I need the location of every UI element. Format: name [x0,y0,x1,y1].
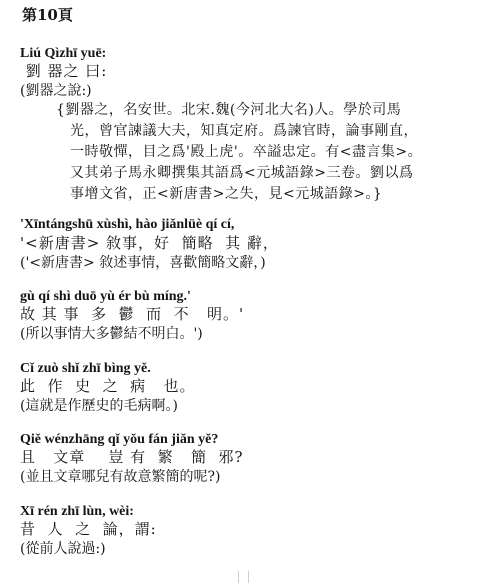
translation-line: (從前人說過:) [20,541,106,557]
pinyin-line: Xī rén zhī lùn, wèi: [20,504,134,519]
chinese-line: 昔 人 之 論，謂: [20,520,157,538]
pinyin-line: Cǐ zuò shǐ zhī bìng yě. [20,361,151,376]
pinyin-line: 'Xīntángshū xùshì, hào jiǎnlüè qí cí, [20,217,235,232]
chinese-line: '<新唐書> 敘事，好 簡略 其 辭， [20,234,279,252]
note-line: 光，曾官諫議大夫，知真定府。爲諫官時，論事剛直， [70,123,418,139]
pinyin-line: Qiě wénzhāng qǐ yǒu fán jiǎn yě? [20,432,219,447]
page-edge-mark [238,571,249,583]
note-line: 事增文省，正<新唐書>之失，見<元城語錄>。} [70,186,383,202]
translation-line: (並且文章哪兒有故意繁簡的呢?) [20,469,221,485]
chinese-line: 此 作 史 之 病 也。 [20,377,196,395]
pinyin-line: Liú Qìzhī yuē: [20,46,107,61]
note-line: 一時敬憚，目之爲'殿上虎'。卒謚忠定。有<盡言集>。 [70,144,423,160]
chinese-line: 劉 器之 曰: [20,62,108,80]
note-line: {劉器之，名安世。北宋.魏(今河北大名)人。學於司馬 [56,102,402,118]
translation-line: (劉器之說:) [20,83,92,99]
chinese-line: 且 文章 豈 有 繁 簡 邪? [20,448,244,466]
note-line: 又其弟子馬永卿撰集其語爲<元城語錄>三卷。劉以爲 [70,165,414,181]
translation-line: ('<新唐書> 敘述事情，喜歡簡略文辭，) [20,255,266,271]
pinyin-line: gù qí shì duō yù ér bù míng.' [20,289,191,304]
chinese-line: 故 其 事 多 鬱 而 不 明。' [20,305,245,323]
translation-line: (所以事情大多鬱結不明白。') [20,326,203,342]
translation-line: (這就是作歷史的毛病啊。) [20,398,178,414]
page-header: 第10頁 [22,6,73,24]
